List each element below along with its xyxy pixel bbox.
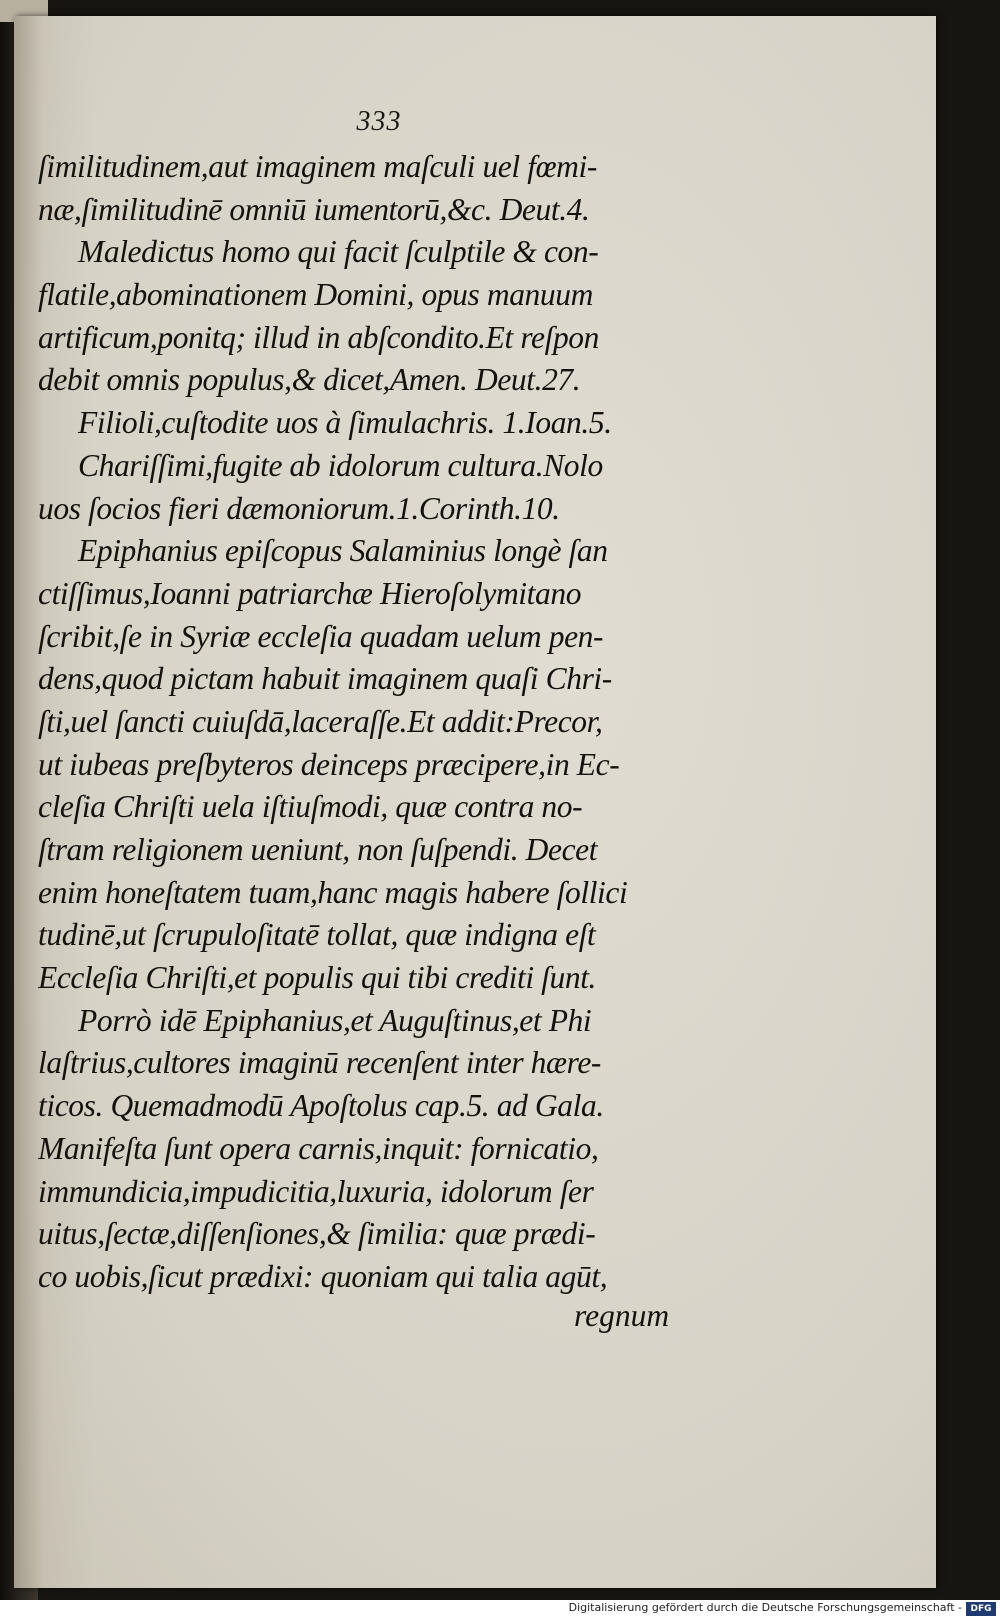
text-line: tudinē,ut ſcrupuloſitatē tollat, quæ indigna eſt xyxy=(38,917,596,953)
text-line: uos ſocios fieri dæmoniorum.1.Corinth.10. xyxy=(38,490,560,526)
text-line: ſcribit,ſe in Syriæ eccleſia quadam uelum pen- xyxy=(38,618,604,654)
text-line: Manifeſta ſunt opera carnis,inquit: fornicatio, xyxy=(38,1130,599,1166)
catchword: regnum xyxy=(574,1298,670,1333)
text-line: ſtram religionem ueniunt, non ſuſpendi. Decet xyxy=(38,832,598,867)
text-line: ſimilitudinem,aut imaginem maſculi uel fœmi- xyxy=(38,149,597,184)
text-line: debit omnis populus,& dicet,Amen. Deut.27. xyxy=(38,362,581,398)
text-line: Filioli,cuſtodite uos à ſimulachris. 1.Ioan.5. xyxy=(78,405,612,441)
text-line: Epiphanius epiſcopus Salaminius longè ſan xyxy=(78,533,608,569)
text-line: næ,ſimilitudinē omniū iumentorū,&c. Deut.4. xyxy=(38,191,590,227)
book-page xyxy=(14,16,936,1588)
text-line: ſti,uel ſancti cuiuſdā,laceraſſe.Et addit:Precor, xyxy=(38,703,603,739)
text-line: ut iubeas preſbyteros deinceps præcipere,in Ec- xyxy=(38,746,620,782)
page-number: 333 xyxy=(356,106,402,137)
text-line: Maledictus homo qui facit ſculptile & con- xyxy=(78,234,599,270)
footer-bar xyxy=(0,1600,1000,1619)
dfg-logo: DFG xyxy=(966,1602,996,1616)
text-line: artificum,ponitq; illud in abſcondito.Et reſpon xyxy=(38,319,599,355)
text-line: Eccleſia Chriſti,et populis qui tibi crediti ſunt. xyxy=(38,960,597,996)
body-text xyxy=(38,146,718,1299)
text-line: dens,quod pictam habuit imaginem quaſi Chri- xyxy=(38,661,612,697)
text-line: Chariſſimi,fugite ab idolorum cultura.Nolo xyxy=(78,447,603,483)
text-line: flatile,abominationem Domini, opus manuum xyxy=(38,277,593,313)
text-line: laſtrius,cultores imaginū recenſent inter hære- xyxy=(38,1045,601,1081)
text-line: Porrò idē Epiphanius,et Auguſtinus,et Phi xyxy=(78,1002,592,1038)
funding-credit: Digitalisierung gefördert durch die Deutsche Forschungsgemeinschaft - xyxy=(568,1601,962,1614)
text-line: enim honeſtatem tuam,hanc magis habere ſollici xyxy=(38,874,628,910)
text-line: co uobis,ſicut prædixi: quoniam qui talia agūt, xyxy=(38,1258,608,1294)
text-line: uitus,ſectæ,diſſenſiones,& ſimilia: quæ prædi- xyxy=(38,1216,596,1252)
text-line: immundicia,impudicitia,luxuria, idolorum ſer xyxy=(38,1173,594,1209)
text-line: ticos. Quemadmodū Apoſtolus cap.5. ad Gala. xyxy=(38,1088,604,1124)
text-line: cleſia Chriſti uela iſtiuſmodi, quæ contra no- xyxy=(38,789,583,825)
text-line: ctiſſimus,Ioanni patriarchæ Hieroſolymitano xyxy=(38,575,582,611)
